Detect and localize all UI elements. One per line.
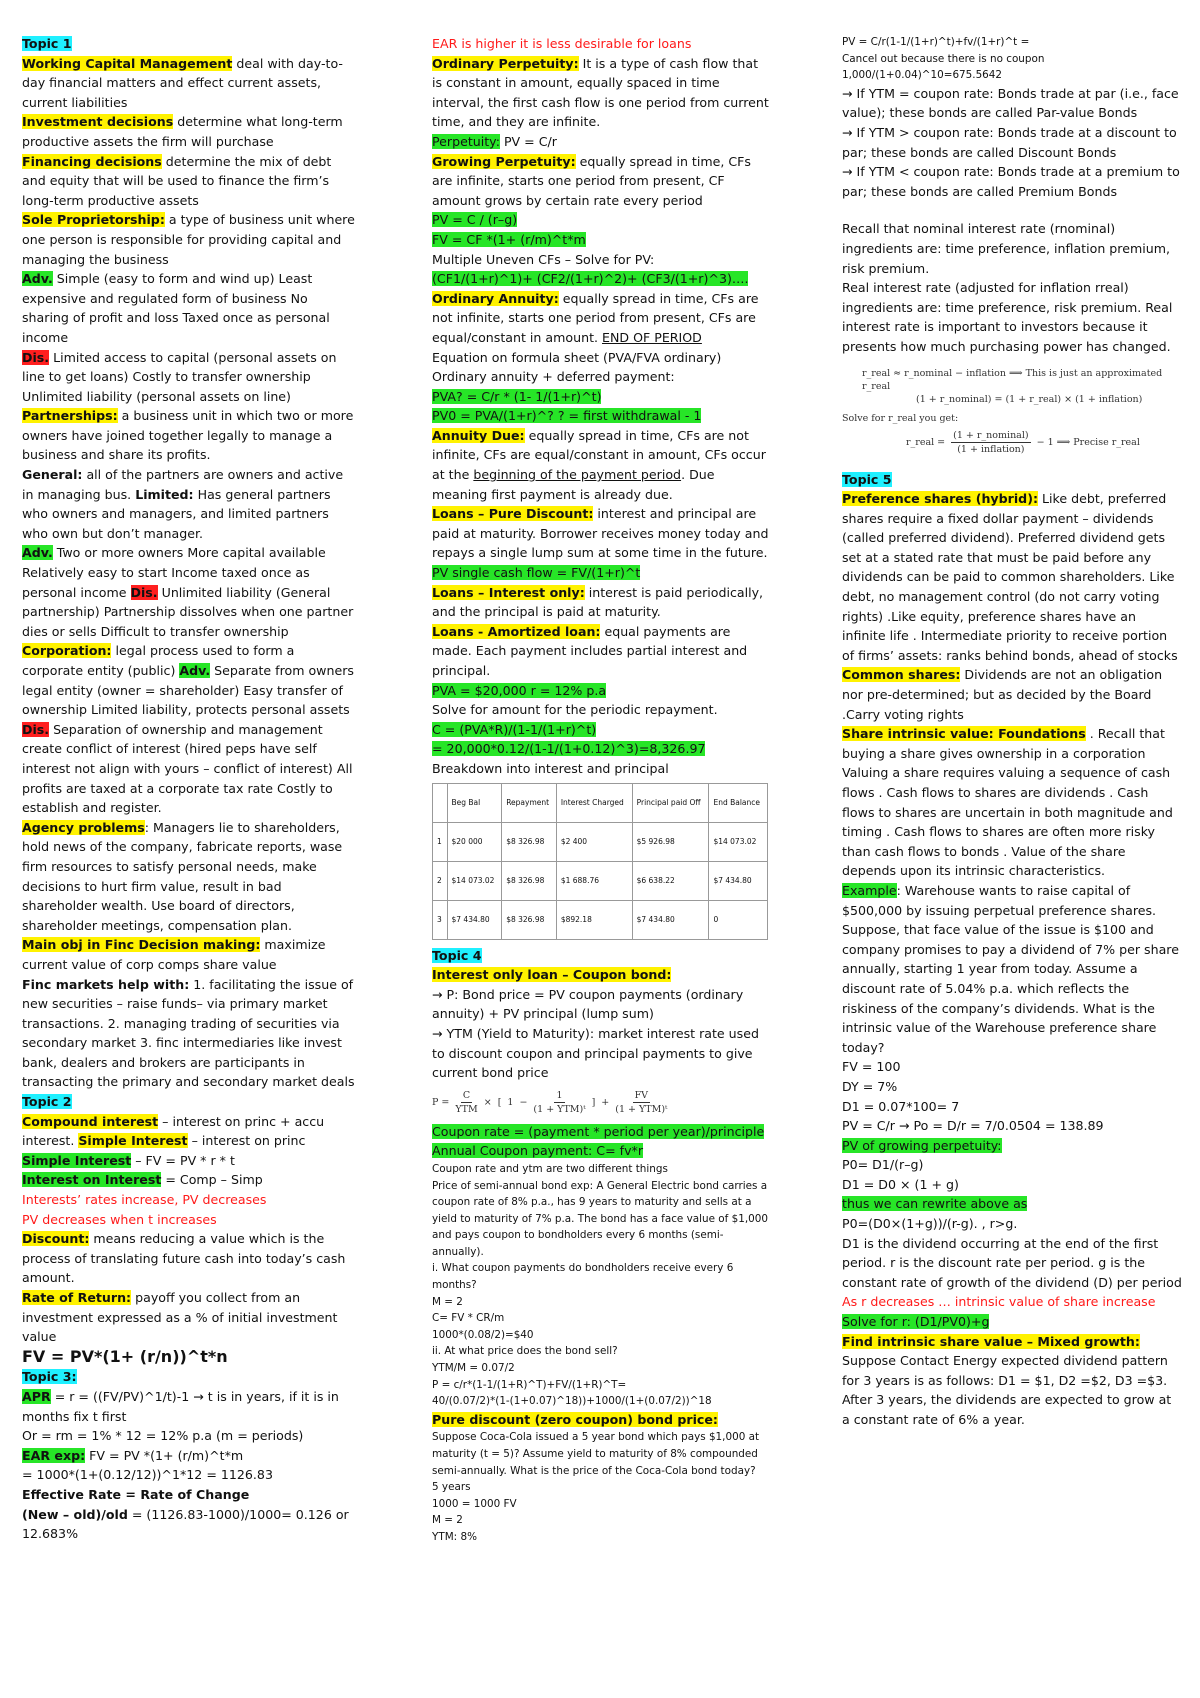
note-text: deal with day-to-day financial matters and effect current assets, current liabilities	[22, 55, 343, 110]
highlighted-term: Limited:	[135, 486, 194, 502]
note-text: 1. facilitating the issue of new securities – raise funds– via primary market transactions. 2. managing trading of securities via secondary market 3. finc intermediaries like invest bank, dealers and brokers are participants in transacting the primary and secondary market deals	[22, 976, 355, 1090]
column-1	[22, 34, 357, 1544]
highlighted-term: (New – old)/old	[22, 1506, 128, 1522]
note-text: Least expensive and regulated form of business	[22, 271, 313, 306]
note-text: FV = PV *(1+ (r/m)^t*m	[85, 1447, 244, 1463]
note-text: It is a type of cash flow that is constant in amount, equally spaced in time interval, the first cash flow is one period from current time, and they are infinite.	[432, 55, 769, 130]
highlighted-term: PV of growing perpetuity:	[842, 1137, 1002, 1153]
highlighted-term: Interest only loan – Coupon bond:	[432, 967, 672, 983]
note-paragraph	[432, 210, 770, 230]
formula-p: P =	[432, 1096, 450, 1108]
note-text: : Managers lie to shareholders, hold news of the company, fabricate reports, wase firm resources to satisfy personal needs, make decisions to hurt firm value, result in bad shareholder wealth. Use board of directors, shareholder meetings, compensation plan.	[22, 819, 343, 933]
note-paragraph	[432, 34, 770, 54]
highlighted-term: Investment decisions	[22, 114, 174, 130]
formula-line-2: (1 + r_nominal) = (1 + r_real) × (1 + inflation)	[916, 393, 1143, 405]
note-line: Cancel out because there is no coupon	[842, 52, 1045, 65]
note-line: Coupon rate and ytm are two different things	[432, 1162, 668, 1175]
note-text: Ordinary annuity + deferred payment:	[432, 369, 675, 385]
note-paragraph	[22, 1190, 357, 1210]
section-heading	[22, 1092, 357, 1112]
highlighted-term: Effective Rate = Rate of Change	[22, 1486, 250, 1502]
note-paragraph	[22, 1210, 357, 1230]
note-text: Limited access to capital (personal assets on line to get loans)	[22, 349, 337, 385]
note-paragraph	[22, 1229, 357, 1288]
column-2-notes-b	[432, 946, 770, 1083]
table-cell: 0	[709, 900, 768, 939]
note-text: determine the mix of debt and equity that will be used to finance the firm’s long-term productive assets	[22, 153, 332, 208]
note-paragraph	[842, 1175, 1182, 1195]
note-text: interest is paid periodically, and the principal is paid at maturity.	[432, 584, 764, 620]
highlighted-term: Ordinary Perpetuity:	[432, 55, 579, 71]
table-row	[433, 900, 768, 939]
highlighted-term: Interests’ rates increase, PV decreases	[22, 1192, 267, 1208]
note-text: Difficult to transfer ownership	[100, 623, 289, 639]
note-text: Partnership dissolves when one partner dies or sells	[22, 604, 354, 639]
highlighted-term: Coupon rate = (payment * period per year)/principle	[432, 1123, 765, 1139]
note-paragraph	[432, 250, 770, 270]
note-text: Equation on formula sheet (PVA/FVA ordinary)	[432, 349, 722, 365]
note-text: means reducing a value which is the process of translating future cash into today’s cash amount.	[22, 1231, 346, 1286]
highlighted-term: Growing Perpetuity:	[432, 153, 576, 169]
table-header-cell: Interest Charged	[556, 783, 632, 822]
note-text: Easy transfer of ownership	[22, 682, 343, 718]
bond-price-formula: P = $\frac{C}{\text{YTM}}$ × [ 1 − $\frac{1}{\text{(1 + YTM)ᵗ}}$ ] + $\frac{FV}{\text{(1 + YTM)ᵗ}}$	[432, 1089, 668, 1115]
note-paragraph	[842, 1155, 1182, 1175]
highlighted-term: Finc markets help with:	[22, 976, 190, 992]
highlighted-term: PV decreases when t increases	[22, 1211, 217, 1227]
highlighted-term: EAR is higher it is less desirable for loans	[432, 36, 692, 51]
highlighted-term: Loans – Interest only:	[432, 584, 585, 600]
table-cell: $6 638.22	[632, 861, 709, 900]
table-cell: $7 434.80	[709, 861, 768, 900]
note-text: Dividends are not an obligation nor pre-determined; but as decided by the Board .Carry voting rights	[842, 667, 1163, 722]
table-cell: $14 073.02	[447, 861, 502, 900]
note-paragraph	[432, 230, 770, 250]
table-cell: $14 073.02	[709, 822, 768, 861]
highlighted-term: = 20,000*0.12/(1-1/(1+0.12)^3)=8,326.97	[432, 741, 706, 757]
table-cell: 3	[433, 900, 448, 939]
note-paragraph	[22, 269, 357, 347]
note-text: → If YTM > coupon rate: Bonds trade at a discount to par; these bonds are called Discount Bonds	[842, 124, 1177, 160]
note-text: PV = C/r	[499, 133, 557, 149]
table-row	[433, 822, 768, 861]
note-text: Limited liability, protects personal assets	[90, 702, 350, 718]
note-line: P = c/r*(1-1/(1+R)^T)+FV/(1+R)^T=	[432, 1378, 627, 1391]
highlighted-term: Simple Interest	[78, 1133, 188, 1149]
note-text: Recall that nominal interest rate (rnominal) ingredients are: time preference, inflation premium, risk premium.	[842, 221, 1170, 276]
highlighted-term: thus we can rewrite above as	[842, 1196, 1028, 1212]
highlighted-term: Partnerships:	[22, 408, 118, 424]
note-paragraph	[22, 543, 357, 641]
column-2	[432, 34, 770, 1546]
table-cell: $892.18	[556, 900, 632, 939]
table-cell: $8 326.98	[502, 900, 557, 939]
note-line: C= FV * CR/m	[432, 1312, 505, 1325]
note-line: Price of semi-annual bond exp: A General Electric bond carries a coupon rate of 8% p.a., has 9 years to maturity and sells at a yield to maturity of 7% p.a. The bond has a face value of $1,000 and pays coupon to bondholders every 6 months (semi-annually).	[432, 1179, 768, 1258]
highlighted-term: beginning of the payment period	[473, 467, 682, 483]
note-text: FV = 100	[842, 1059, 901, 1075]
highlighted-term: Find intrinsic share value – Mixed growth:	[842, 1333, 1140, 1349]
table-cell: $5 926.98	[632, 822, 709, 861]
highlighted-term: Dis.	[22, 349, 50, 365]
note-text: = (1126.83-1000)/1000= 0.126 or 12.683%	[22, 1506, 349, 1542]
note-text: = Comp – Simp	[161, 1172, 263, 1188]
note-text: = r = ((FV/PV)^1/t)-1 → t is in years, if it is in months fix t first	[22, 1388, 339, 1424]
note-paragraph	[22, 1151, 357, 1171]
note-paragraph	[842, 489, 1182, 724]
topic-label: Topic 2	[22, 1094, 72, 1110]
note-text: payoff you collect from an investment expressed as a % of initial investment value	[22, 1290, 338, 1345]
note-text: Suppose Contact Energy expected dividend pattern for 3 years is as follows: D1 = $1, D2 =$2, D3 =$3. After 3 years, the dividends are expected to grow at a constant rate of 6% a year.	[842, 1353, 1172, 1427]
note-paragraph	[842, 1077, 1182, 1097]
note-text: equally spread in time, CFs are not infinite, starts one period from present, CFs are equal/constant in amount.	[432, 290, 759, 345]
note-text: Unlimited liability (personal assets on line)	[22, 388, 291, 404]
highlighted-term: Example	[842, 882, 897, 898]
note-paragraph	[842, 1234, 1182, 1293]
note-text: determine what long-term productive assets the firm will purchase	[22, 114, 343, 149]
note-paragraph	[22, 641, 357, 817]
note-text: Simple (easy to form and wind up)	[52, 271, 279, 287]
note-paragraph	[432, 1141, 770, 1161]
highlighted-term: Dis.	[130, 584, 158, 600]
note-paragraph	[432, 152, 770, 211]
highlighted-term: As r decreases … intrinsic value of share increase	[842, 1294, 1156, 1310]
formula-line-1: r_real ≈ r_nominal − inflation ⟹ This is just an approximated r_real	[862, 367, 1163, 392]
formula-discount-term: $\frac{1}{\text{(1 + YTM)ᵗ}}$	[533, 1089, 586, 1115]
highlighted-term: Discount:	[22, 1231, 90, 1247]
note-paragraph	[432, 387, 770, 407]
table-header-cell: End Balance	[709, 783, 768, 822]
highlighted-term: Annuity Due:	[432, 427, 525, 443]
table-cell: $8 326.98	[502, 861, 557, 900]
note-text: all of the partners are owners and active in managing bus.	[22, 467, 344, 502]
note-text: a type of business unit where one person is responsible for providing capital and managing the business	[22, 212, 355, 267]
note-paragraph	[432, 1024, 770, 1083]
note-paragraph	[22, 935, 357, 974]
highlighted-term: PV = C / (r–g)	[432, 212, 518, 228]
topic-5-notes	[842, 470, 1182, 1430]
note-line: 1000 = 1000 FV	[432, 1497, 517, 1510]
note-text: Or = rm = 1% * 12 = 12% p.a (m = periods)	[22, 1428, 304, 1444]
note-text: . Recall that buying a share gives ownership in a corporation Valuing a share requires valuing a sequence of cash flows . Cash flows to shares are dividends . Cash flows to shares are uncertain in both magnitude and timing . Cash flows to shares are often more risky than cash flows to bonds . Value of the share depends upon its intrinsic characteristics.	[842, 726, 1173, 879]
formula-fv-term: $\frac{FV}{\text{(1 + YTM)ᵗ}}$	[615, 1089, 668, 1115]
note-paragraph	[432, 622, 770, 681]
note-text: Income taxed once as personal income	[22, 565, 310, 600]
note-text: Two or more owners	[52, 545, 188, 561]
note-paragraph	[842, 219, 1182, 278]
note-paragraph	[842, 1332, 1182, 1352]
real-interest-notes	[842, 219, 1182, 356]
note-paragraph	[22, 348, 357, 407]
highlighted-term: Loans – Pure Discount:	[432, 506, 594, 522]
amortization-table	[432, 783, 768, 940]
note-line: i. What coupon payments do bondholders receive every 6 months?	[432, 1262, 734, 1292]
note-text: → P: Bond price = PV coupon payments (ordinary annuity) + PV principal (lump sum)	[432, 986, 744, 1022]
note-text: – interest on princ	[187, 1133, 306, 1149]
note-text: Costly to transfer ownership	[132, 369, 311, 385]
note-paragraph	[432, 504, 770, 563]
highlighted-term: Solve for r: (D1/PV0)+g	[842, 1314, 990, 1330]
real-rate-formula	[842, 367, 1182, 456]
note-paragraph	[432, 563, 770, 583]
highlighted-term: Rate of Return:	[22, 1290, 132, 1305]
note-paragraph	[432, 132, 770, 152]
table-header-cell	[433, 783, 448, 822]
table-cell: $7 434.80	[447, 900, 502, 939]
highlighted-term: Compound interest	[22, 1113, 159, 1129]
note-paragraph	[842, 1057, 1182, 1077]
note-text: Separate from owners legal entity (owner = shareholder)	[22, 663, 354, 698]
note-paragraph	[842, 84, 1182, 123]
note-line: M = 2	[432, 1514, 463, 1527]
note-text: D1 = D0 × (1 + g)	[842, 1176, 959, 1192]
section-heading	[432, 946, 770, 966]
column-2-notes-a	[432, 34, 770, 779]
note-text: PV = C/r → Po = D/r = 7/0.0504 = 138.89	[842, 1118, 1104, 1134]
note-paragraph	[432, 269, 770, 289]
note-text: Has general partners who owners and managers, and limited partners who own but don’t manager.	[22, 486, 331, 541]
note-paragraph	[432, 681, 770, 701]
note-paragraph	[432, 1122, 770, 1142]
note-paragraph	[842, 724, 1182, 881]
note-text: legal process used to form a corporate entity (public)	[22, 643, 295, 678]
highlighted-term: Perpetuity:	[432, 133, 500, 149]
note-text: No sharing of profit and loss Taxed once as personal income	[22, 290, 330, 345]
section-heading	[22, 34, 357, 54]
note-paragraph	[22, 1387, 357, 1426]
table-row	[433, 861, 768, 900]
column-2-notes-d	[432, 1410, 770, 1430]
note-text: a business unit in which two or more owners have joined together legally to manage a business and share its profits.	[22, 408, 354, 463]
note-text: Relatively easy to start	[22, 565, 172, 581]
highlighted-term: Loans - Amortized loan:	[432, 623, 601, 639]
note-paragraph	[432, 700, 770, 720]
note-line: 5 years	[432, 1481, 471, 1494]
column-3	[842, 34, 1182, 1430]
table-header-cell: Repayment	[502, 783, 557, 822]
highlighted-term: APR	[22, 1388, 51, 1404]
note-paragraph	[22, 1485, 357, 1505]
highlighted-term: FV = PV*(1+ (r/n))^t*n	[22, 1346, 228, 1366]
highlighted-term: (CF1/(1+r)^1)+ (CF2/(1+r)^2)+ (CF3/(1+r)^3)….	[432, 271, 749, 287]
note-text: P0= D1/(r–g)	[842, 1157, 924, 1173]
note-text: = 1000*(1+(0.12/12))^1*12 = 1126.83	[22, 1467, 273, 1483]
note-paragraph	[432, 367, 770, 387]
note-paragraph	[22, 54, 357, 113]
note-paragraph	[432, 348, 770, 368]
note-text: : Warehouse wants to raise capital of $500,000 by issuing perpetual preference shares. Suppose, that face value of the issue is $100 and company promises to pay a dividend of 7% per share annually, starting 1 year from today. Assume a discount rate of 5.04% p.a. which reflects the riskiness of the company’s dividends. What is the intrinsic value of the Warehouse preference share today?	[842, 882, 1179, 1055]
section-heading	[842, 470, 1182, 490]
note-paragraph	[22, 465, 357, 543]
note-text: Multiple Uneven CFs – Solve for PV:	[432, 251, 655, 267]
note-paragraph	[842, 1292, 1182, 1312]
note-paragraph	[842, 162, 1182, 201]
note-paragraph	[842, 1136, 1182, 1156]
highlighted-term: Interest on Interest	[22, 1172, 162, 1188]
note-line: M = 2	[432, 1295, 463, 1308]
note-line: 1,000/(1+0.04)^10=675.5642	[842, 69, 1003, 82]
highlighted-term: C = (PVA*R)/(1-1/(1+r)^t)	[432, 721, 597, 737]
note-paragraph	[22, 152, 357, 211]
note-line: Suppose Coca-Cola issued a 5 year bond which pays $1,000 at maturity (t = 5)? Assume yield to maturity of 8% compounded semi-annually. What is the price of the Coca-Cola bond today?	[432, 1431, 760, 1477]
semi-annual-bond-example	[432, 1161, 770, 1410]
note-paragraph	[432, 720, 770, 740]
note-paragraph	[22, 818, 357, 936]
note-paragraph	[22, 1446, 357, 1466]
note-line: ii. At what price does the bond sell?	[432, 1345, 618, 1358]
highlighted-term: FV = CF *(1+ (r/m)^t*m	[432, 231, 586, 247]
table-cell: $2 400	[556, 822, 632, 861]
note-paragraph	[22, 1170, 357, 1190]
note-text: – FV = PV * r * t	[131, 1152, 235, 1168]
highlighted-term: General:	[22, 467, 83, 483]
note-text: interest and principal are paid at maturity. Borrower receives money today and repays a single lump sum at some time in the future.	[432, 506, 769, 561]
note-text: – interest on princ + accu interest.	[22, 1113, 325, 1149]
note-paragraph	[432, 289, 770, 348]
highlighted-term: PV0 = PVA/(1+r)^? ? = first withdrawal - 1	[432, 408, 702, 424]
highlighted-term: Working Capital Management	[22, 55, 233, 71]
note-paragraph	[22, 1112, 357, 1151]
highlighted-term: Share intrinsic value: Foundations	[842, 726, 1086, 742]
note-paragraph	[22, 112, 357, 151]
note-text: Unlimited liability (General partnership)	[22, 584, 331, 620]
note-text: Solve for amount for the periodic repayment.	[432, 702, 718, 718]
note-text: → If YTM = coupon rate: Bonds trade at par (i.e., face value); these bonds are called Par-value Bonds	[842, 85, 1179, 121]
note-text: Like debt, preferred shares require a fixed dollar payment – dividends (called preferred dividend). Preferred dividend gets set at a stated rate that must be paid before any dividends can be paid to common shareholders. Like debt, no management control (do not carry voting rights) .Like equity, preference shares have an infinite life . Intermediate priority to receive portion of firms’ assets: ranks behind bonds, ahead of stocks	[842, 491, 1178, 663]
highlighted-term: Adv.	[22, 545, 53, 561]
table-cell: 1	[433, 822, 448, 861]
note-paragraph	[432, 583, 770, 622]
highlighted-term: Annual Coupon payment: C= fv*r	[432, 1143, 644, 1159]
bond-calc-continued	[842, 34, 1182, 84]
highlighted-term: EAR exp:	[22, 1447, 86, 1463]
note-paragraph	[22, 975, 357, 1093]
highlighted-term: Agency problems	[22, 819, 145, 835]
note-text: → YTM (Yield to Maturity): market interest rate used to discount coupon and principal payments to give current bond price	[432, 1025, 759, 1081]
note-paragraph	[22, 1347, 357, 1368]
table-cell: $1 688.76	[556, 861, 632, 900]
note-line: PV = C/r(1-1/(1+r)^t)+fv/(1+r)^t =	[842, 36, 1030, 48]
highlighted-term: Ordinary Annuity:	[432, 290, 559, 306]
note-paragraph	[842, 278, 1182, 356]
column-2-notes-c	[432, 1122, 770, 1161]
highlighted-term: Common shares:	[842, 667, 961, 683]
note-paragraph	[842, 1194, 1182, 1214]
highlighted-term: Simple Interest	[22, 1152, 132, 1168]
note-paragraph	[432, 54, 770, 132]
formula-line-4: r_real = $\frac{\text{(1 + r\_nominal)}}{\text{(1 + inflation)}}$ − 1 ⟹ Precise r_real	[906, 429, 1140, 455]
note-text: Breakdown into interest and principal	[432, 760, 669, 776]
note-text: → If YTM < coupon rate: Bonds trade at a premium to par; these bonds are called Premium Bonds	[842, 164, 1180, 199]
highlighted-term: Preference shares (hybrid):	[842, 491, 1038, 507]
note-line: YTM: 8%	[432, 1530, 477, 1543]
table-cell: 2	[433, 861, 448, 900]
topic-label: Topic 4	[432, 947, 482, 963]
formula-line-3: Solve for r_real you get:	[842, 412, 959, 424]
note-line: YTM/M = 0.07/2	[432, 1362, 515, 1375]
note-paragraph	[432, 406, 770, 426]
note-paragraph	[842, 1097, 1182, 1117]
highlighted-term: Adv.	[22, 271, 53, 287]
note-text: Separation of ownership and management create conflict of interest (hired peps have self interest not align with yours – conflict of interest)	[22, 721, 337, 776]
note-text: equally spread in time, CFs are infinite, starts one period from present, CF amount grows by certain rate every period	[432, 153, 751, 208]
zero-coupon-example	[432, 1429, 770, 1545]
formula-c-over-ytm: $\frac{C}{\text{YTM}}$	[455, 1089, 478, 1115]
note-paragraph	[842, 1312, 1182, 1332]
amortization-table-header	[433, 783, 768, 822]
highlighted-term: Main obj in Finc Decision making:	[22, 937, 261, 953]
note-paragraph	[842, 1214, 1182, 1234]
highlighted-term: PV single cash flow = FV/(1+r)^t	[432, 565, 641, 581]
note-text: Real interest rate (adjusted for inflation rreal) ingredients are: time preference, risk premium. Real interest rate is important to investors because it presents how much purchasing power has changed.	[842, 280, 1173, 354]
highlighted-term: Dis.	[22, 721, 50, 737]
highlighted-term: Adv.	[179, 663, 211, 678]
note-paragraph	[842, 881, 1182, 1057]
note-paragraph	[432, 739, 770, 759]
note-paragraph	[22, 210, 357, 269]
note-text: More capital available	[187, 545, 326, 561]
note-line: 1000*(0.08/2)=$40	[432, 1328, 534, 1341]
note-text: All profits are taxed at a corporate tax rate	[22, 760, 353, 796]
note-paragraph	[22, 1288, 357, 1347]
note-paragraph	[432, 1410, 770, 1430]
highlighted-term: Corporation:	[22, 643, 112, 659]
note-paragraph	[22, 1505, 357, 1544]
note-line: 40/(0.07/2)*(1-(1+0.07)^18))+1000/(1+(0.07/2))^18	[432, 1395, 712, 1408]
note-paragraph	[842, 1351, 1182, 1429]
note-text: D1 is the dividend occurring at the end of the first period. r is the discount rate per period. g is the constant rate of growth of the dividend (D) per period	[842, 1235, 1182, 1290]
note-text: D1 = 0.07*100= 7	[842, 1098, 960, 1114]
bond-par-discount-premium	[842, 84, 1182, 202]
note-text: equally spread in time, CFs are not infinite, CFs are equal/constant in amount, CFs occur at the	[432, 427, 766, 483]
table-header-cell: Beg Bal	[447, 783, 502, 822]
highlighted-term: PVA? = C/r * (1- 1/(1+r)^t)	[432, 388, 602, 404]
topic-label: Topic 1	[22, 36, 72, 51]
note-paragraph	[432, 426, 770, 504]
table-cell: $20 000	[447, 822, 502, 861]
note-paragraph	[432, 985, 770, 1024]
topic-label: Topic 5	[842, 471, 892, 487]
note-text: P0=(D0×(1+g))/(r-g). , r>g.	[842, 1216, 1018, 1232]
note-text: . Due meaning first payment is already due.	[432, 467, 715, 502]
table-cell: $8 326.98	[502, 822, 557, 861]
highlighted-term: Financing decisions	[22, 153, 162, 169]
highlighted-term: Pure discount (zero coupon) bond price:	[432, 1411, 718, 1427]
table-cell: $7 434.80	[632, 900, 709, 939]
note-text: maximize current value of corp comps share value	[22, 937, 326, 972]
note-paragraph	[22, 1465, 357, 1485]
topic-label: Topic 3:	[22, 1369, 77, 1385]
note-paragraph	[842, 1116, 1182, 1136]
highlighted-term: PVA = $20,000 r = 12% p.a	[432, 682, 607, 698]
table-header-cell: Principal paid Off	[632, 783, 709, 822]
note-paragraph	[432, 759, 770, 779]
section-heading	[22, 1367, 357, 1387]
note-paragraph	[842, 123, 1182, 162]
highlighted-term: END OF PERIOD	[602, 329, 702, 345]
note-text: equal payments are made. Each payment includes partial interest and principal.	[432, 623, 748, 678]
note-paragraph	[432, 965, 770, 985]
note-paragraph	[22, 1426, 357, 1446]
highlighted-term: Sole Proprietorship:	[22, 212, 165, 228]
note-text: Costly to establish and register.	[22, 780, 333, 816]
note-paragraph	[22, 406, 357, 465]
note-text: DY = 7%	[842, 1078, 898, 1094]
